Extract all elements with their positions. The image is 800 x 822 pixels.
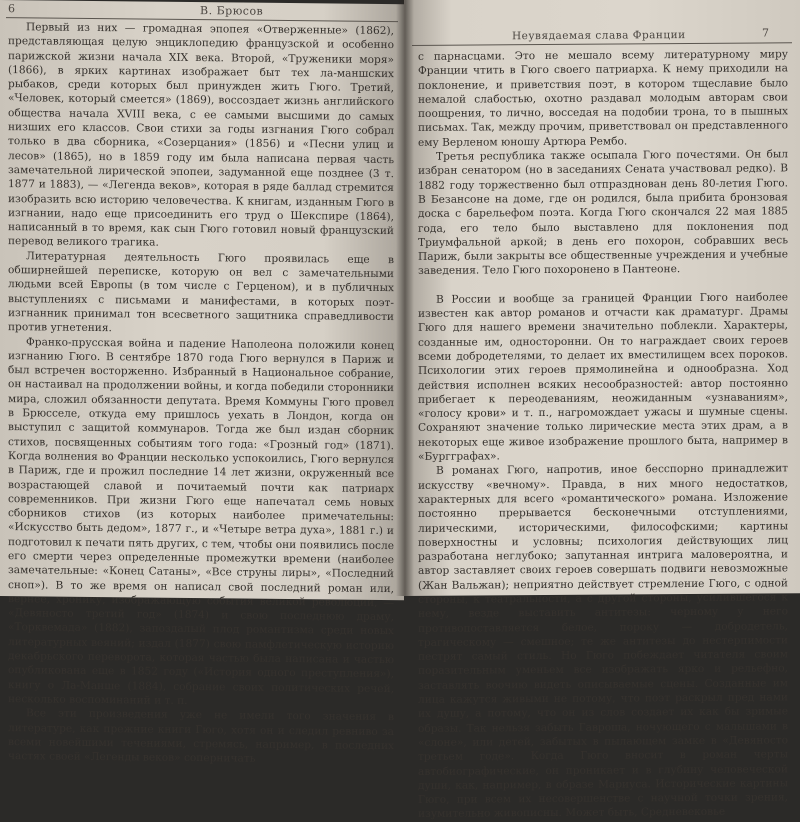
right-page-number: 7 xyxy=(762,26,770,40)
right-paragraph-2: Третья республика также осыпала Гюго почестями. Он был избран сенатором (но в заседаниях Сената участвовал редко). В 1882 году торжественно был отпразднован день 80-летия Гюго. В Безансоне на доме, где он родился, была прибита бронзовая доска с барельефом поэта. Когда Гюго скончался 22 мая 1885 года, его тело было выставлено для поклонения под Триумфальной аркой; в день его похорон, собравших весь Париж, были закрыты все общественные учреждения и учебные заведения. Тело Гюго похоронено в Пантеоне. xyxy=(418,148,788,278)
left-paragraph-2: Литературная деятельность Гюго проявилась еще в обширнейшей переписке, которую он вел с замечательными людьми всей Европы (в том числе с Герценом), и в публичных выступлениях с письмами и манифестами, в которых поэт-изгнанник принимал тон всесветного защитника справедливости против угнетения. xyxy=(8,250,394,335)
right-paragraph-3: В России и вообще за границей Франции Гюго наиболее известен как автор романов и отчасти как драматург. Драмы Гюго для нашего времени значительно поблекли. Характеры, созданные им, односторонни. Он то награждает своих героев всеми добродетелями, то делает их вместилищем всех пороков. Психологии этих героев прямолинейна и однообразна. Ход действия исполнен всяких несообразностей: автор постоянно прибегает к переодеваниям, неожиданным «узнаваниям», «голосу крови» и т. п., нагромождает ужасы и шумные сцены. Сохраняют значение только лирические места этих драм, а в некоторых еще живое изображение прошлого быта, например в «Бургграфах». xyxy=(418,291,788,463)
left-page-number: 6 xyxy=(8,2,16,16)
left-page xyxy=(0,0,404,765)
left-paragraph-3: Франко-прусская война и падение Наполеона положили конец изгнанию Гюго. В сентябре 1870 года Гюго вернулся в Париж и был встречен восторженно. Избранный в Национальное собрание, он настаивал на продолжении войны, и когда победили сторонники мира, сложил обязанности депутата. Время Коммуны Гюго провел в Брюсселе, откуда ему пришлось уехать в Лондон, когда он выступил с защитой коммунаров. Тогда же был издан сборник стихов, посвященных событиям того года: «Грозный год» (1871). Когда волнения во Франции несколько успокоились, Гюго вернулся в Париж, где и прожил последние 14 лет жизни, окруженный все возрастающей славой и почитаемый почти как патриарх современников. При жизни Гюго еще напечатал семь новых сборников стихов (из которых наиболее примечательны: «Искусство быть дедом», 1877 г., и «Четыре ветра духа», 1881 г.) и подготовил к печати пять других, с тем, чтобы они появились после его смерти через определенные промежутки времени (наиболее замечательные: «Конец Сатаны», «Все струны лиры», «Последний сноп»). В то же время он написал свой последний роман или, вернее, хронику, изображающую события великой революции, — «Девяносто третий год» (1874) и свою последнюю драму, «Торквемада» (1882), запоздалый плод романтизма среди новых литературных веяний; издал (1877) свою памфлетическую историю декабрьского переворота, которая частью была написана и частью опубликована еще в 1852 году («История одного преступления»), книгу о Ла-Манше (1884), собрание своих политических речей, несколько воспоминаний и т. п. xyxy=(8,335,394,707)
right-paragraph-4: В романах Гюго, напротив, иное бесспорно принадлежит искусству «вечному». Правда, в них много недостатков, характерных для всего «романтического» романа. Изложение постоянно прерывается бесконечными отступлениями, лирическими, историческими, философскими; картины поверхностны и условны; психология действующих лиц разработана неглубоко; запутанная интрига маловероятна, и автор заставляет своих героев совершать подвиги невозможные (Жан Вальжан); неприятно действует стремление Гюго, с одной стороны, к театральности, а с другой стороны, усилившегося к нему, везде выставить антитезы: черному у него противопоставляется белое, пороку — добродетель, трагическому — смешное; те же антитезы до нестерпимости пестрят самый стиль. Но Гюго побеждает читателя своим поразительным уменьем все изображать ярко и рельефно, заставлять воочию видеть описываемые сцены. Созданные им лица кажутся живыми не потому, что поэт раскрыл пред нами их душу, а потому, что он из слов создает их как бы зримые образы. Так нельзя забыть Гавроша, ночующего с малышами в «слоне», или детей, забытых в пылающем замке в «Девяносто третьем годе». Когда Гюго вносит в роман черты автобиографические, он проникает и в глубину человеческой души, как, например, в образе Мариуса. Исторические картины Гюго, при всем их несовершенстве с научной точки зрения, изумительно живописны. Может быть, Средневековье xyxy=(418,462,788,821)
right-header-rule xyxy=(412,42,792,46)
left-paragraph-1: Первый из них — громадная эпопея «Отверженные» (1862), представляющая целую энциклопедию французской и особенно парижской жизни начала XIX века. Второй, «Труженики моря» (1866), в ярких картинах изображает быт тех ла-маншских рыбаков, среди которых был принужден жить Гюго. Третий, «Человек, который смеется» (1869), воссоздает жизнь английского общества начала XVIII века, с ее самыми высшими до самых низших его классов. Свои стихи за годы изгнания Гюго собрал только в два сборника, «Созерцания» (1856) и «Песни улиц и лесов» (1865), но в 1859 году им была написана первая часть замечательной лирической эпопеи, задуманной еще позднее (3 т. 1877 и 1883), — «Легенда веков», которая в ряде баллад стремится изобразить всю историю человечества. К книгам, изданным Гюго в изгнании, надо еще присоединить его труд о Шекспире (1864), написанный в то время, как сын Гюго готовил новый французский перевод великого трагика. xyxy=(8,21,394,250)
right-running-head: Неувядаемая слава Франции xyxy=(512,29,686,43)
left-running-head: В. Брюсов xyxy=(200,4,264,18)
right-paragraph-1: с парнасцами. Это не мешало всему литературному миру Франции чтить в Гюго своего патриарха. К нему приходили на поклонение, и приветствия поэт, в котором тщеславие было немалой слабостью, охотно раздавал молодым авторам свои поощрения, то лично, восседая на подобии трона, то в пышных письмах. Так, между прочим, приветствовал он представленного ему Верленом юношу Артюра Рембо. xyxy=(418,48,788,149)
left-paragraph-4: Все эти произведения уже не имели того значения в литературе, как прежние книги Гюго, хотя он и следил ревниво за всеми новейшими течениями, стремясь, например, в последних частях своей «Легенды веков» соперничать xyxy=(8,707,394,765)
left-body-text xyxy=(8,20,394,767)
right-body-text xyxy=(418,47,788,821)
right-page xyxy=(404,0,800,821)
